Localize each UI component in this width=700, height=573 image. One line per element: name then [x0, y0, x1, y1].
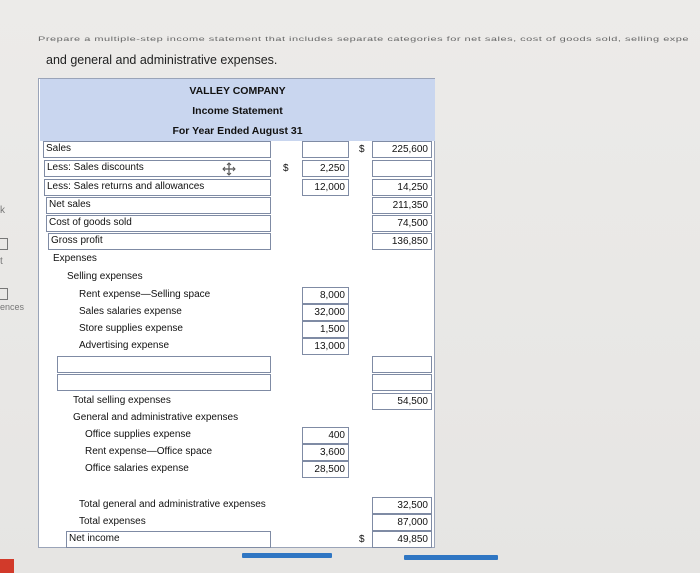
row-label: General and administrative expenses	[73, 412, 239, 423]
amount-input-col1[interactable]: 400	[302, 427, 349, 444]
row-label: Cost of goods sold	[49, 217, 132, 228]
row-label: Total general and administrative expenses	[79, 499, 266, 510]
statement-row	[39, 374, 434, 392]
red-corner-marker	[0, 559, 14, 573]
progress-bar-segment-1	[242, 553, 332, 558]
statement-row	[39, 179, 434, 197]
statement-row	[39, 160, 434, 178]
income-statement-sheet	[38, 78, 435, 548]
amount-input-col1[interactable]: 12,000	[302, 179, 349, 196]
dollar-sign: $	[283, 163, 289, 174]
amount-input-col2[interactable]: 136,850	[372, 233, 432, 250]
statement-row	[39, 444, 434, 462]
statement-row	[39, 251, 434, 269]
amount-input-col1[interactable]: 2,250	[302, 160, 349, 177]
row-label: Total selling expenses	[73, 395, 171, 406]
statement-row	[39, 321, 434, 339]
statement-row	[39, 304, 434, 322]
question-prompt: and general and administrative expenses.	[46, 53, 278, 67]
row-label: Office salaries expense	[85, 463, 189, 474]
left-fragment-t: t	[0, 256, 3, 267]
amount-input-col2[interactable]	[372, 160, 432, 177]
statement-row	[39, 497, 434, 515]
amount-input-col2[interactable]: 87,000	[372, 514, 432, 531]
amount-input-col1[interactable]: 32,000	[302, 304, 349, 321]
row-label: Expenses	[53, 253, 97, 264]
statement-row	[39, 338, 434, 356]
amount-input-col1[interactable]: 1,500	[302, 321, 349, 338]
row-label: Advertising expense	[79, 340, 170, 351]
statement-header	[40, 79, 435, 141]
dollar-sign: $	[359, 534, 365, 545]
statement-period: For Year Ended August 31	[172, 125, 303, 137]
row-label: Rent expense—Selling space	[79, 289, 211, 300]
row-label: Sales	[46, 143, 72, 154]
amount-input-col1[interactable]: 8,000	[302, 287, 349, 304]
row-label: Rent expense—Office space	[85, 446, 213, 457]
left-fragment-ences: ences	[0, 302, 25, 312]
amount-input-col2[interactable]	[372, 374, 432, 391]
statement-row	[39, 287, 434, 305]
statement-row	[39, 531, 434, 549]
amount-input-col1[interactable]	[302, 141, 349, 158]
statement-row	[39, 410, 434, 428]
progress-bar-segment-2	[404, 555, 498, 560]
label-input[interactable]	[57, 356, 271, 373]
row-label: Net sales	[49, 199, 91, 210]
row-label: Less: Sales returns and allowances	[47, 181, 205, 192]
move-cursor-icon	[222, 162, 236, 176]
amount-input-col1[interactable]: 13,000	[302, 338, 349, 355]
statement-row	[39, 197, 434, 215]
question-cut-line: Prepare a multiple-step income statement that includes separate categories for net sales, cost of goods sold, selling expe	[38, 36, 690, 43]
row-label: Office supplies expense	[85, 429, 191, 440]
row-label: Selling expenses	[67, 271, 143, 282]
row-label: Sales salaries expense	[79, 306, 182, 317]
amount-input-col2[interactable]: 49,850	[372, 531, 432, 548]
statement-row	[39, 215, 434, 233]
statement-row	[39, 356, 434, 374]
statement-row	[39, 479, 434, 497]
amount-input-col2[interactable]: 211,350	[372, 197, 432, 214]
row-label: Total expenses	[79, 516, 146, 527]
statement-row	[39, 427, 434, 445]
company-name: VALLEY COMPANY	[189, 85, 286, 97]
statement-title: Income Statement	[192, 105, 283, 117]
statement-row	[39, 514, 434, 532]
amount-input-col2[interactable]: 14,250	[372, 179, 432, 196]
amount-input-col2[interactable]: 32,500	[372, 497, 432, 514]
row-label: Store supplies expense	[79, 323, 183, 334]
amount-input-col2[interactable]	[372, 356, 432, 373]
amount-input-col2[interactable]: 54,500	[372, 393, 432, 410]
row-label: Less: Sales discounts	[47, 162, 144, 173]
statement-row	[39, 269, 434, 287]
label-input[interactable]	[57, 374, 271, 391]
amount-input-col1[interactable]: 28,500	[302, 461, 349, 478]
amount-input-col1[interactable]: 3,600	[302, 444, 349, 461]
left-bracket-2	[0, 288, 8, 300]
statement-row	[39, 141, 434, 159]
row-label: Gross profit	[51, 235, 103, 246]
row-label: Net income	[69, 533, 120, 544]
statement-row	[39, 393, 434, 411]
statement-row	[39, 461, 434, 479]
dollar-sign: $	[359, 144, 365, 155]
statement-row	[39, 233, 434, 251]
amount-input-col2[interactable]: 225,600	[372, 141, 432, 158]
amount-input-col2[interactable]: 74,500	[372, 215, 432, 232]
left-fragment-k: k	[0, 205, 5, 216]
left-bracket-1	[0, 238, 8, 250]
